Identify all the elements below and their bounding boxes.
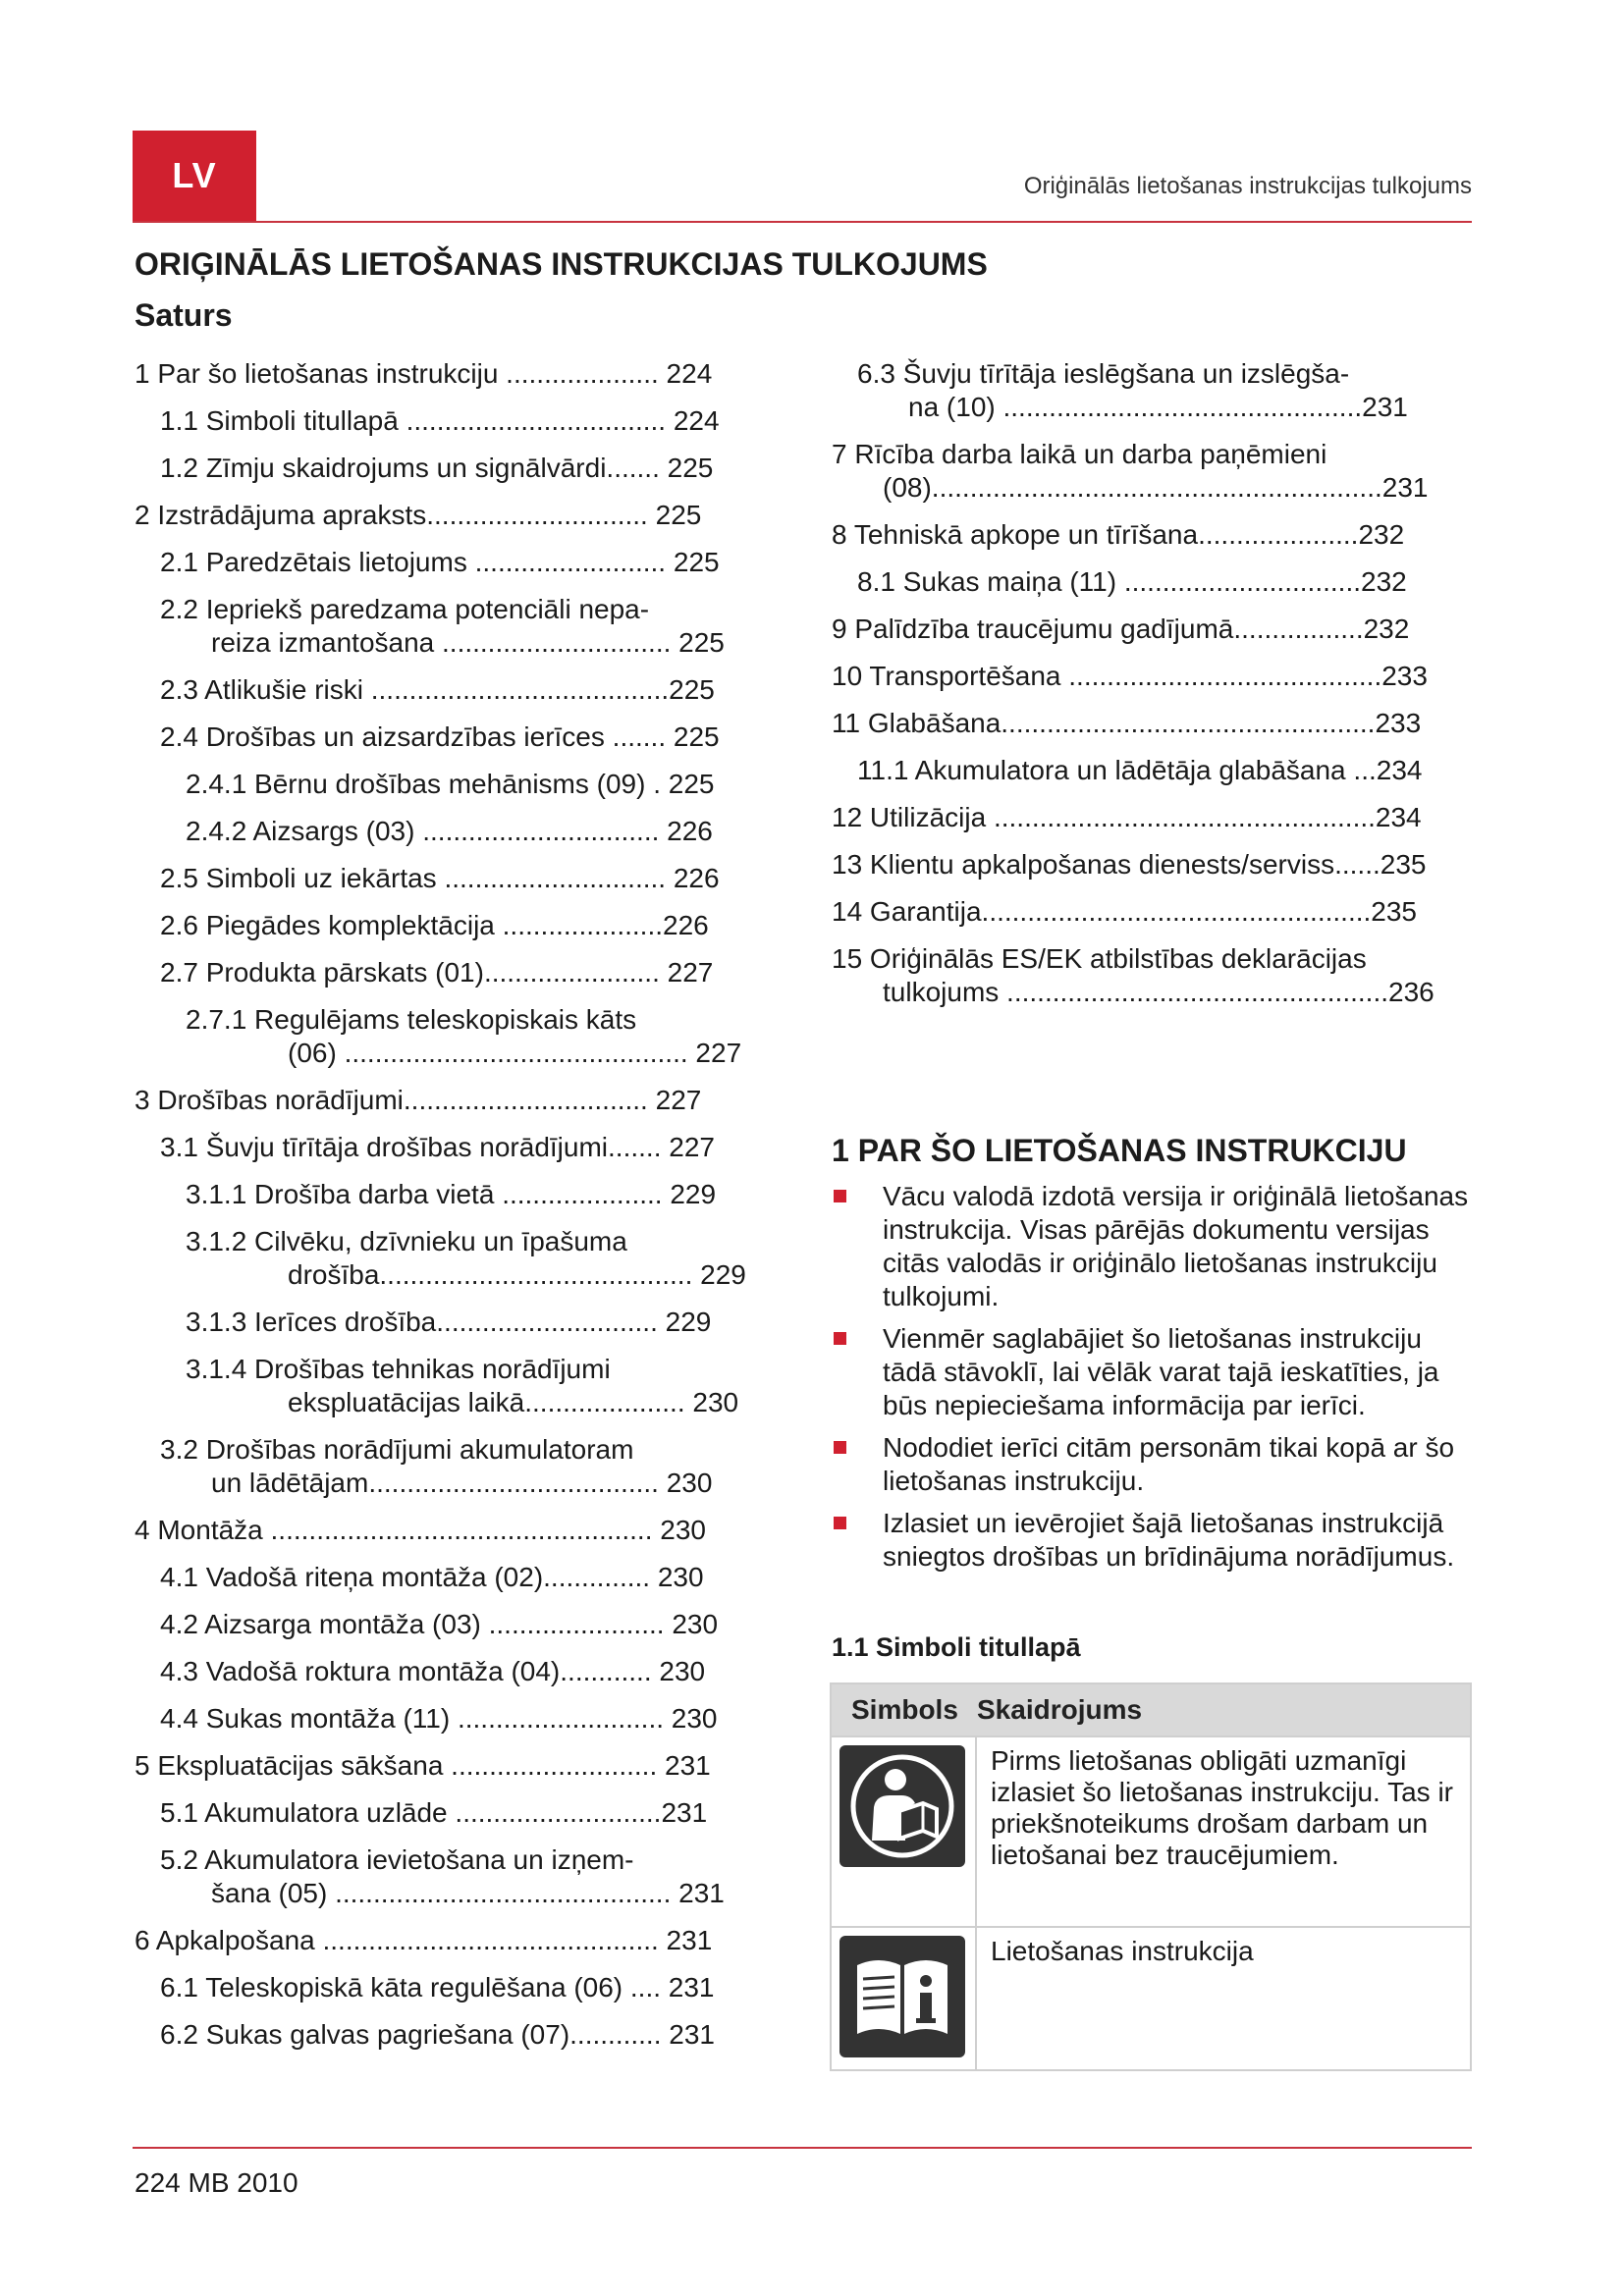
toc-entry[interactable]: 12 Utilizācija ..................................................234 xyxy=(832,802,1422,832)
toc-entry[interactable]: 4.1 Vadošā riteņa montāža (02).............. 230 xyxy=(160,1562,704,1592)
running-header: Oriģinālās lietošanas instrukcijas tulkojums xyxy=(1023,173,1472,199)
toc-entry[interactable]: 10 Transportēšana .........................................233 xyxy=(832,661,1428,691)
bullet-item: Izlasiet un ievērojiet šajā lietošanas instrukcijā sniegtos drošības un brīdinājuma norādījumus. xyxy=(832,1507,1480,1574)
toc-entry[interactable]: 11.1 Akumulatora un lādētāja glabāšana ...234 xyxy=(857,755,1423,785)
toc-entry[interactable]: 15 Oriģinālās ES/EK atbilstības deklarācijas tulkojums ..................................................236 xyxy=(832,943,1435,1007)
contents-title: Saturs xyxy=(135,297,233,333)
toc-entry[interactable]: 2 Izstrādājuma apraksts............................. 225 xyxy=(135,500,702,530)
toc-entry[interactable]: 13 Klientu apkalpošanas dienests/serviss......235 xyxy=(832,849,1427,880)
table-row xyxy=(832,1735,1470,1926)
symbol-explanation: Lietošanas instrukcija xyxy=(991,1936,1254,1966)
symbols-table xyxy=(830,1682,1472,2071)
toc-entry[interactable]: 3.1 Šuvju tīrītāja drošības norādījumi....... 227 xyxy=(160,1132,715,1162)
bullet-item: Vienmēr saglabājiet šo lietošanas instrukciju tādā stāvoklī, lai vēlāk varat tajā ieskatīties, ja būs nepieciešama informācija par ierīci. xyxy=(832,1322,1480,1422)
toc-entry[interactable]: 4.4 Sukas montāža (11) ........................... 230 xyxy=(160,1703,718,1734)
toc-entry[interactable]: 3 Drošības norādījumi................................ 227 xyxy=(135,1085,702,1115)
read-manual-icon xyxy=(839,1745,965,1867)
toc-entry[interactable]: 3.1.4 Drošības tehnikas norādījumi ekspluatācijas laikā..................... 230 xyxy=(186,1354,739,1417)
toc-entry[interactable]: 5.1 Akumulatora uzlāde ...........................231 xyxy=(160,1797,708,1828)
toc-entry[interactable]: 3.2 Drošības norādījumi akumulatoram un lādētājam...................................... 230 xyxy=(160,1434,713,1498)
section-1-bullets xyxy=(832,1180,1480,1582)
toc-entry[interactable]: 3.1.1 Drošība darba vietā ..................... 229 xyxy=(186,1179,717,1209)
footer-rule xyxy=(133,2147,1472,2149)
toc-entry[interactable]: 6 Apkalpošana ............................................ 231 xyxy=(135,1925,713,1955)
section-1-1-heading: 1.1 Simboli titullapā xyxy=(832,1632,1081,1662)
symbol-column-header: Simbols xyxy=(851,1694,958,1725)
toc-right-column xyxy=(832,357,1476,1023)
toc-entry[interactable]: 14 Garantija...................................................235 xyxy=(832,896,1417,927)
table-row xyxy=(832,1926,1470,2071)
toc-entry[interactable]: 6.3 Šuvju tīrītāja ieslēgšana un izslēgša- na (10) ...............................................231 xyxy=(857,358,1408,422)
toc-entry[interactable]: 2.7.1 Regulējams teleskopiskais kāts (06) ............................................. 227 xyxy=(186,1004,742,1068)
toc-entry[interactable]: 5 Ekspluatācijas sākšana ........................... 231 xyxy=(135,1750,711,1781)
toc-entry[interactable]: 1.2 Zīmju skaidrojums un signālvārdi....... 225 xyxy=(160,453,714,483)
toc-entry[interactable]: 2.7 Produkta pārskats (01)....................... 227 xyxy=(160,957,714,988)
toc-entry[interactable]: 2.2 Iepriekš paredzama potenciāli nepa- reiza izmantošana .............................. 225 xyxy=(160,594,725,658)
header-rule xyxy=(133,221,1472,223)
document-title: ORIĢINĀLĀS LIETOŠANAS INSTRUKCIJAS TULKOJUMS xyxy=(135,246,988,282)
explanation-column-header: Skaidrojums xyxy=(977,1694,1143,1725)
toc-entry[interactable]: 4.3 Vadošā roktura montāža (04)............ 230 xyxy=(160,1656,706,1686)
toc-entry[interactable]: 7 Rīcība darba laikā un darba paņēmieni (08)...........................................................231 xyxy=(832,439,1429,503)
toc-entry[interactable]: 2.5 Simboli uz iekārtas ............................. 226 xyxy=(160,863,720,893)
symbol-explanation: Pirms lietošanas obligāti uzmanīgi izlasiet šo lietošanas instrukciju. Tas ir priekšnoteikums drošam darbam un lietošanai bez traucējumiem. xyxy=(991,1745,1454,1870)
bullet-item: Vācu valodā izdotā versija ir oriģinālā lietošanas instrukcija. Visas pārējās dokumentu versijas citās valodās ir oriģinālo lietošanas instrukciju tulkojumi. xyxy=(832,1180,1480,1313)
toc-entry[interactable]: 2.4.1 Bērnu drošības mehānisms (09) . 225 xyxy=(186,769,715,799)
section-1-heading: 1 PAR ŠO LIETOŠANAS INSTRUKCIJU xyxy=(832,1133,1407,1168)
toc-entry[interactable]: 6.2 Sukas galvas pagriešana (07)............ 231 xyxy=(160,2019,715,2050)
toc-entry[interactable]: 4.2 Aizsarga montāža (03) ....................... 230 xyxy=(160,1609,719,1639)
symbols-table-header xyxy=(832,1684,1470,1735)
toc-entry[interactable]: 1.1 Simboli titullapā .................................. 224 xyxy=(160,405,720,436)
toc-entry[interactable]: 8 Tehniskā apkope un tīrīšana.....................232 xyxy=(832,519,1405,550)
bullet-item: Nododiet ierīci citām personām tikai kopā ar šo lietošanas instrukciju. xyxy=(832,1431,1480,1498)
toc-entry[interactable]: 2.1 Paredzētais lietojums ......................... 225 xyxy=(160,547,720,577)
toc-entry[interactable]: 2.3 Atlikušie riski .......................................225 xyxy=(160,674,715,705)
page-footer: 224 MB 2010 xyxy=(135,2167,298,2198)
toc-entry[interactable]: 2.4 Drošības un aizsardzības ierīces ....... 225 xyxy=(160,721,720,752)
toc-entry[interactable]: 4 Montāža .................................................. 230 xyxy=(135,1515,706,1545)
toc-entry[interactable]: 3.1.2 Cilvēku, dzīvnieku un īpašuma drošība......................................... 229 xyxy=(186,1226,746,1290)
toc-entry[interactable]: 2.6 Piegādes komplektācija .....................226 xyxy=(160,910,709,940)
toc-entry[interactable]: 9 Palīdzība traucējumu gadījumā.................232 xyxy=(832,614,1410,644)
toc-entry[interactable]: 8.1 Sukas maiņa (11) ...............................232 xyxy=(857,566,1407,597)
toc-entry[interactable]: 1 Par šo lietošanas instrukciju .................... 224 xyxy=(135,358,713,389)
toc-entry[interactable]: 11 Glabāšana.................................................233 xyxy=(832,708,1422,738)
language-badge: LV xyxy=(133,131,256,221)
toc-entry[interactable]: 5.2 Akumulatora ievietošana un izņem- šana (05) ............................................ 231 xyxy=(160,1844,725,1908)
toc-entry[interactable]: 6.1 Teleskopiskā kāta regulēšana (06) .... 231 xyxy=(160,1972,715,2002)
manual-info-icon xyxy=(839,1936,965,2057)
toc-left-column xyxy=(135,357,792,2065)
toc-entry[interactable]: 3.1.3 Ierīces drošība............................. 229 xyxy=(186,1307,712,1337)
toc-entry[interactable]: 2.4.2 Aizsargs (03) ............................... 226 xyxy=(186,816,713,846)
